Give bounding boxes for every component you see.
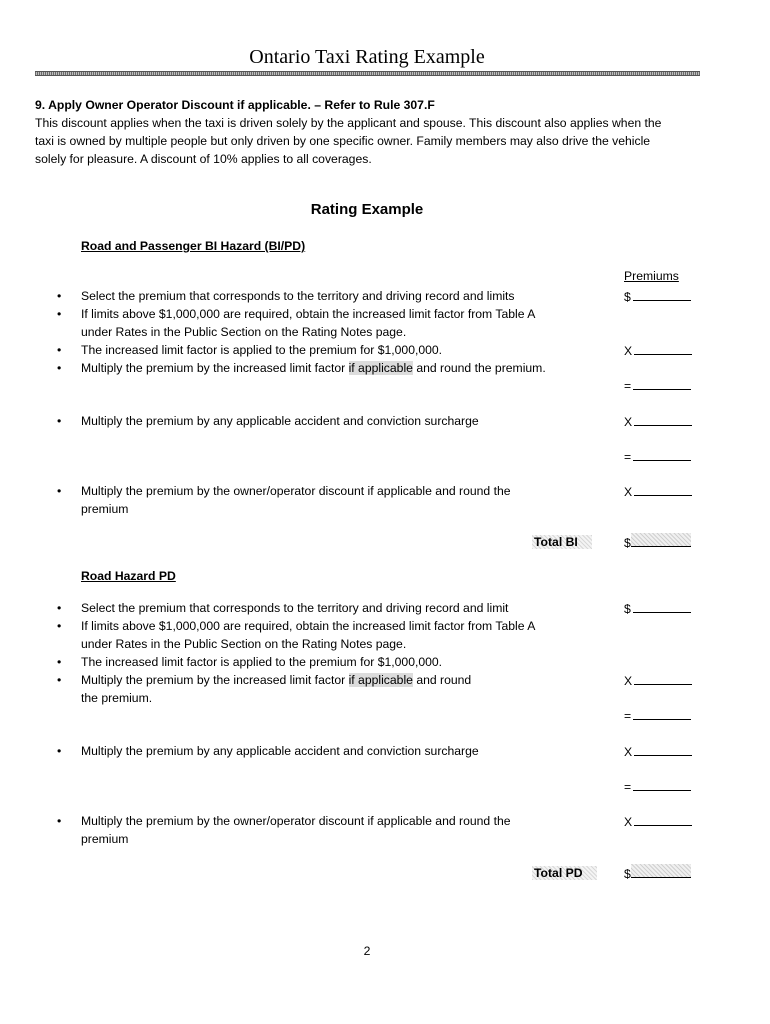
- pd-subtotal-1-row: [624, 706, 691, 725]
- bi-base-premium-row: [624, 287, 691, 306]
- bi-surcharge-field[interactable]: [634, 412, 692, 426]
- pd-surcharge-row: [624, 742, 692, 761]
- bi-total-field[interactable]: [631, 533, 691, 547]
- title-divider: [35, 71, 700, 76]
- dollar-sign: $: [624, 602, 631, 616]
- pd-subtotal-2-field[interactable]: [633, 777, 691, 791]
- bi-total-row: [532, 533, 592, 551]
- bi-limit-factor-row: [624, 341, 692, 360]
- bullet-icon: •: [57, 343, 62, 357]
- bi-subtotal-2-field[interactable]: [633, 447, 691, 461]
- bi-total-label: Total BI: [532, 535, 592, 549]
- pd-discount-row: [624, 812, 692, 831]
- pd-section-heading: Road Hazard PD: [81, 569, 176, 583]
- pd-step-increased-limits-line-2: under Rates in the Public Section on the Rating Notes page.: [81, 637, 407, 651]
- pd-total-field[interactable]: [631, 864, 691, 878]
- pd-subtotal-1-field[interactable]: [633, 706, 691, 720]
- bi-step-select-premium: Select the premium that corresponds to the territory and driving record and limits: [81, 289, 515, 303]
- page-title: Ontario Taxi Rating Example: [249, 46, 485, 68]
- pd-limit-factor-field[interactable]: [634, 671, 692, 685]
- multiply-sign: X: [624, 674, 633, 688]
- dollar-sign: $: [624, 867, 631, 881]
- bi-subtotal-1-field[interactable]: [633, 376, 691, 390]
- pd-step-4-highlight: if applicable: [348, 673, 413, 687]
- intro-section: [35, 96, 705, 168]
- bi-subtotal-2-row: [624, 447, 691, 466]
- pd-limit-factor-row: [624, 671, 692, 690]
- bi-step-4-text-b: and round the premium.: [412, 361, 546, 375]
- bi-base-premium-field[interactable]: [633, 287, 691, 301]
- pd-base-premium-row: [624, 599, 691, 618]
- pd-step-4-text-a: Multiply the premium by the increased limit factor: [81, 673, 349, 687]
- bullet-icon: •: [57, 414, 62, 428]
- bi-surcharge-row: [624, 412, 692, 431]
- pd-step-discount-line-1: Multiply the premium by the owner/operator discount if applicable and round the: [81, 814, 511, 828]
- bullet-icon: •: [57, 744, 62, 758]
- bullet-icon: •: [57, 673, 62, 687]
- equals-sign: =: [624, 379, 632, 393]
- bi-step-multiply-limit-factor: [81, 359, 546, 377]
- bi-limit-factor-field[interactable]: [634, 341, 692, 355]
- pd-step-4-line-2: the premium.: [81, 691, 153, 705]
- intro-line-3: solely for pleasure. A discount of 10% applies to all coverages.: [35, 152, 372, 166]
- bullet-icon: •: [57, 601, 62, 615]
- bi-step-4-text-a: Multiply the premium by the increased limit factor: [81, 361, 349, 375]
- pd-step-4-text-b: and round: [412, 673, 472, 687]
- pd-step-select-premium: Select the premium that corresponds to the territory and driving record and limit: [81, 601, 509, 615]
- pd-step-increased-limits-line-1: If limits above $1,000,000 are required, obtain the increased limit factor from Table A: [81, 619, 536, 633]
- pd-surcharge-field[interactable]: [634, 742, 692, 756]
- dollar-sign: $: [624, 536, 631, 550]
- bi-step-factor-applied: The increased limit factor is applied to the premium for $1,000,000.: [81, 343, 443, 357]
- page-number: 2: [363, 944, 371, 958]
- bi-step-surcharge: Multiply the premium by any applicable accident and conviction surcharge: [81, 414, 479, 428]
- bullet-icon: •: [57, 307, 62, 321]
- equals-sign: =: [624, 709, 632, 723]
- rating-example-heading: Rating Example: [310, 201, 424, 218]
- multiply-sign: X: [624, 485, 633, 499]
- bullet-icon: •: [57, 361, 62, 375]
- bi-step-increased-limits-line-1: If limits above $1,000,000 are required, obtain the increased limit factor from Table A: [81, 307, 536, 321]
- pd-total-value-row: [624, 864, 691, 883]
- multiply-sign: X: [624, 344, 633, 358]
- bi-subtotal-1-row: [624, 376, 691, 395]
- bi-step-discount-line-2: premium: [81, 502, 129, 516]
- bi-step-increased-limits-line-2: under Rates in the Public Section on the Rating Notes page.: [81, 325, 407, 339]
- pd-step-surcharge: Multiply the premium by any applicable accident and conviction surcharge: [81, 744, 479, 758]
- premiums-column-header: Premiums: [624, 269, 679, 283]
- multiply-sign: X: [624, 745, 633, 759]
- bullet-icon: •: [57, 655, 62, 669]
- pd-step-multiply-limit-factor: [81, 671, 471, 689]
- bi-discount-field[interactable]: [634, 482, 692, 496]
- bi-step-4-highlight: if applicable: [348, 361, 413, 375]
- equals-sign: =: [624, 450, 632, 464]
- bi-total-value-row: [624, 533, 691, 552]
- intro-heading: 9. Apply Owner Operator Discount if applicable. – Refer to Rule 307.F: [35, 98, 435, 112]
- bi-section-heading: Road and Passenger BI Hazard (BI/PD): [81, 239, 306, 253]
- intro-line-2: taxi is owned by multiple people but only driven by one specific owner. Family members may also drive the vehicle: [35, 134, 651, 148]
- bi-discount-row: [624, 482, 692, 501]
- equals-sign: =: [624, 780, 632, 794]
- bullet-icon: •: [57, 619, 62, 633]
- multiply-sign: X: [624, 815, 633, 829]
- bi-step-discount-line-1: Multiply the premium by the owner/operator discount if applicable and round the: [81, 484, 511, 498]
- bullet-icon: •: [57, 289, 62, 303]
- intro-line-1: This discount applies when the taxi is driven solely by the applicant and spouse. This discount also applies when the: [35, 116, 662, 130]
- pd-total-label: Total PD: [532, 866, 597, 880]
- pd-subtotal-2-row: [624, 777, 691, 796]
- bullet-icon: •: [57, 814, 62, 828]
- pd-base-premium-field[interactable]: [633, 599, 691, 613]
- bullet-icon: •: [57, 484, 62, 498]
- multiply-sign: X: [624, 415, 633, 429]
- pd-discount-field[interactable]: [634, 812, 692, 826]
- dollar-sign: $: [624, 290, 631, 304]
- pd-step-factor-applied: The increased limit factor is applied to the premium for $1,000,000.: [81, 655, 443, 669]
- pd-total-row: [532, 864, 597, 882]
- pd-step-discount-line-2: premium: [81, 832, 129, 846]
